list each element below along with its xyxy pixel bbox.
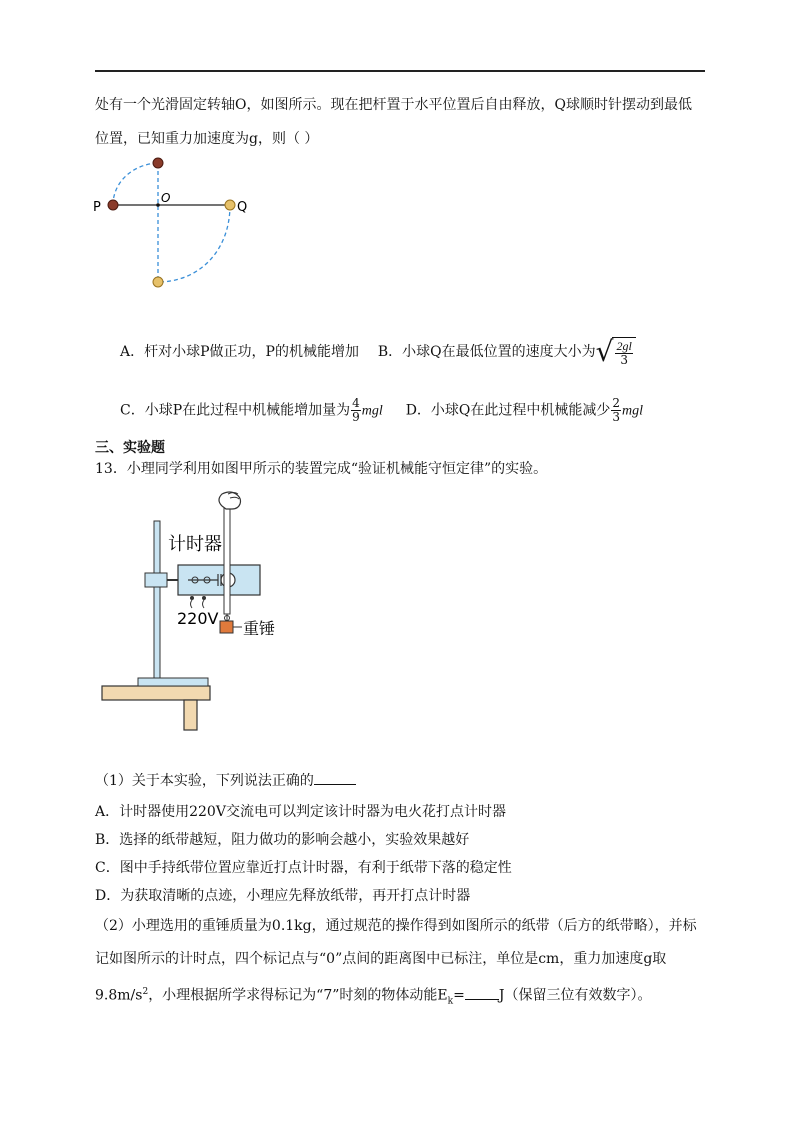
option-c-frac: $\frac{4}{9}$ [352, 396, 360, 424]
option-c-suffix: mgl [361, 403, 383, 419]
part1-option-a: A．计时器使用220V交流电可以判定该计时器为电火花打点计时器 [95, 804, 506, 820]
part1-stem: （1）关于本实验，下列说法正确的 [95, 770, 356, 791]
option-b: B．小球Q在最低位置的速度大小为 [377, 344, 596, 360]
wire-1 [191, 600, 193, 608]
terminal-1 [190, 596, 194, 600]
clamp [145, 573, 167, 587]
hand-icon [219, 492, 241, 509]
pivot-o [156, 203, 160, 207]
ball-p [108, 200, 118, 210]
intro-line-2: 位置，已知重力加速度为g，则（ ） [95, 131, 319, 147]
stand-pole [154, 521, 160, 678]
paper-tape [224, 504, 230, 614]
ball-p-top [153, 158, 163, 168]
p-arc-path [113, 163, 158, 205]
option-b-formula: √ $\frac{2gl}{3}$ [596, 337, 636, 367]
stand-base [138, 678, 208, 686]
apparatus-figure [100, 488, 330, 738]
intro-line-1: 处有一个光滑固定转轴O，如图所示。现在把杆置于水平位置后自由释放，Q球顺时针摆动到最低 [95, 97, 692, 113]
label-o: O [161, 191, 171, 205]
option-b-num: 2gl [616, 339, 632, 353]
option-a-b [120, 337, 636, 367]
option-d-frac: $\frac{2}{3}$ [612, 396, 621, 424]
option-a: A．杆对小球P做正功，P的机械能增加 [120, 344, 359, 360]
ball-q-bottom [153, 277, 163, 287]
part1-option-c: C．图中手持纸带位置应靠近打点计时器，有利于纸带下落的稳定性 [95, 860, 512, 876]
label-q: Q [237, 200, 248, 215]
option-c-d [120, 397, 643, 424]
q13-stem: 13．小理同学利用如图甲所示的装置完成“验证机械能守恒定律”的实验。 [95, 461, 548, 477]
option-d: D．小球Q在此过程中机械能减少 [405, 402, 611, 419]
weight-block [220, 621, 233, 633]
option-c: C．小球P在此过程中机械能增加量为 [120, 402, 351, 419]
terminal-2 [202, 596, 206, 600]
table-top [102, 686, 210, 700]
part1-option-d: D．为获取清晰的点迹，小理应先释放纸带，再开打点计时器 [95, 888, 471, 904]
section-title: 三、实验题 [95, 440, 165, 456]
part1-option-b: B．选择的纸带越短，阻力做功的影响会越小，实验效果越好 [95, 832, 470, 848]
wire-2 [203, 600, 205, 608]
label-p: P [93, 200, 101, 215]
option-b-den: 3 [620, 353, 628, 367]
part1-answer-blank[interactable] [314, 770, 356, 785]
voltage-label: 220V [177, 609, 219, 628]
rod-pendulum-figure [88, 152, 258, 292]
header-rule [95, 70, 705, 72]
weight-label: 重锤 [243, 619, 276, 638]
q-arc-path [158, 205, 230, 282]
part2-answer-blank[interactable] [465, 985, 499, 1000]
timer-label: 计时器 [168, 534, 222, 555]
ball-q [225, 200, 235, 210]
part2-line-1: （2）小理选用的重锤质量为0.1kg，通过规范的操作得到如图所示的纸带（后方的纸带略），并标 [95, 918, 697, 934]
table-leg [184, 700, 197, 730]
part2-line-3: $9.8m/s^2$，小理根据所学求得标记为“7”时刻的物体动能$E_k= J$（保留三位有效数字）。 [95, 982, 651, 1011]
part2-line-2: 记如图所示的计时点，四个标记点与“0”点间的距离图中已标注，单位是cm，重力加速度g取 [95, 951, 667, 967]
option-d-suffix: mgl [622, 403, 644, 419]
